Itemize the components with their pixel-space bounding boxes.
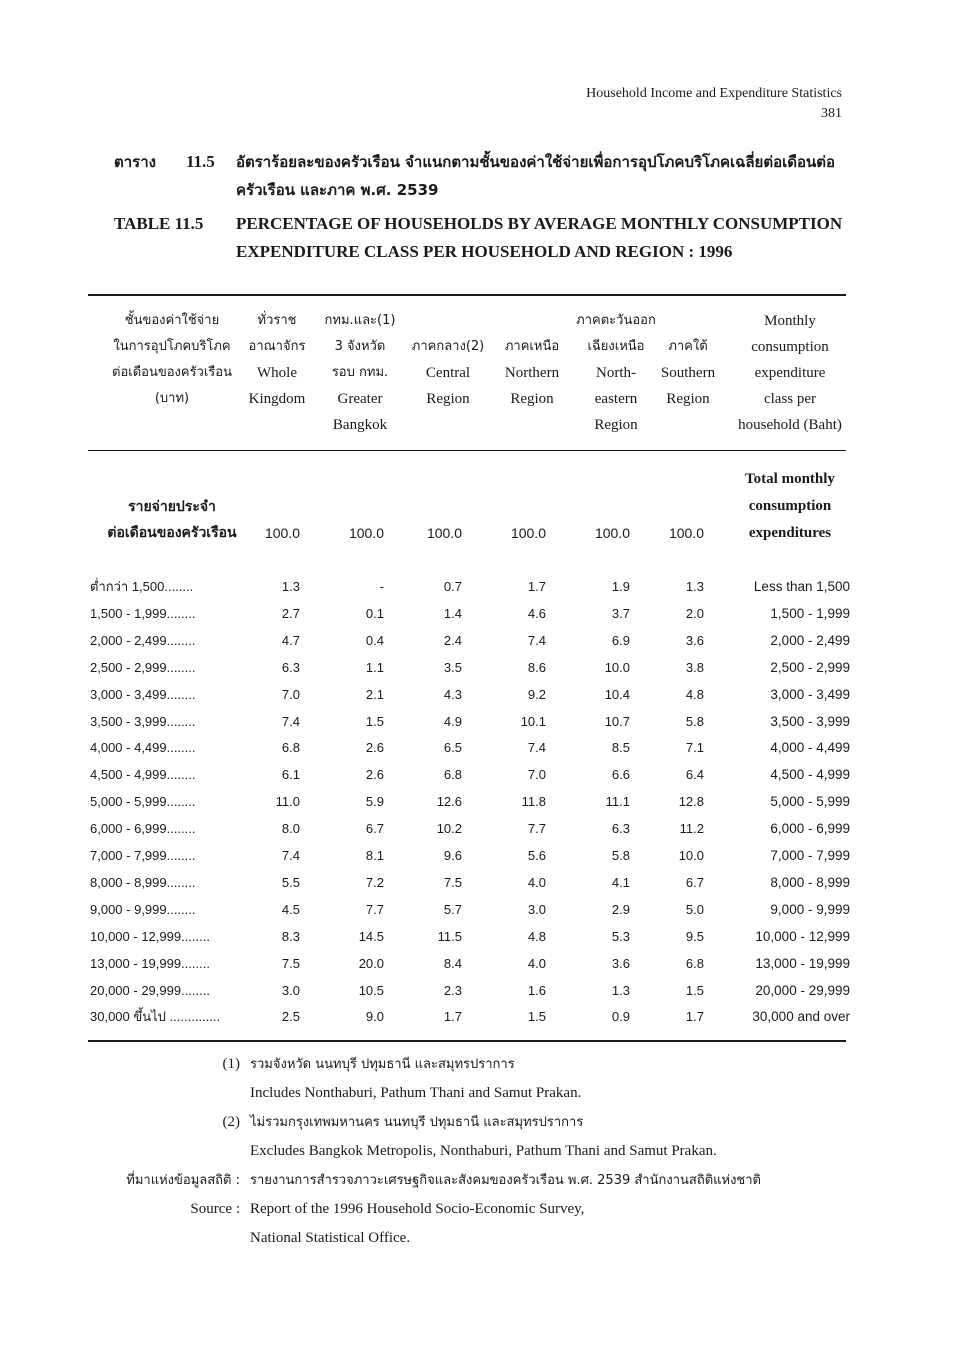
- cell-bangkok: 1.5: [365, 713, 384, 729]
- cell-central: 12.6: [436, 794, 462, 810]
- cell-central: 4.3: [443, 686, 462, 702]
- cell-whole: 3.0: [281, 982, 300, 998]
- header-northern: [494, 334, 570, 412]
- total-label-line: consumption: [748, 498, 832, 514]
- table-bottom-rule: [88, 1040, 846, 1042]
- cell-southern: 5.0: [685, 901, 704, 917]
- row-label-thai: 3,500 - 3,999........: [90, 713, 196, 729]
- header-line: Region: [510, 391, 554, 407]
- total-value-northern: 100.0: [510, 525, 546, 541]
- cell-central: 6.8: [443, 767, 462, 783]
- row-label-thai: 8,000 - 8,999........: [90, 874, 196, 890]
- note-key: (2): [222, 1114, 240, 1130]
- cell-whole: 2.7: [281, 605, 300, 621]
- cell-whole: 11.0: [275, 794, 300, 810]
- header-class-en: [716, 308, 864, 438]
- cell-northeastern: 6.6: [611, 767, 630, 783]
- total-label-en: [716, 466, 864, 547]
- cell-whole: 8.0: [281, 821, 300, 837]
- cell-central: 11.5: [437, 928, 462, 944]
- cell-northern: 9.2: [527, 686, 546, 702]
- cell-southern: 3.6: [685, 632, 704, 648]
- en-table-title: PERCENTAGE OF HOUSEHOLDS BY AVERAGE MONTHLY CONSUMPTION EXPENDITURE CLASS PER HOUSEHOLD AND REGION : 1996: [236, 214, 843, 261]
- cell-central: 10.2: [436, 821, 462, 837]
- cell-central: 8.4: [443, 955, 462, 971]
- cell-central: 3.5: [443, 659, 462, 675]
- row-label-thai: ต่ำกว่า 1,500........: [90, 579, 194, 594]
- cell-northeastern: 11.1: [605, 794, 630, 810]
- cell-whole: 6.1: [281, 767, 300, 783]
- cell-bangkok: 2.6: [365, 740, 384, 756]
- total-value-southern: 100.0: [668, 525, 704, 541]
- cell-northeastern: 6.3: [611, 821, 630, 837]
- total-value-central: 100.0: [426, 525, 462, 541]
- cell-northeastern: 5.8: [611, 848, 630, 863]
- running-head-title: Household Income and Expenditure Statistics: [586, 86, 842, 101]
- cell-bangkok: -: [379, 579, 384, 594]
- cell-bangkok: 2.6: [365, 767, 384, 783]
- row-label-en: 30,000 and over: [752, 1009, 850, 1025]
- cell-bangkok: 20.0: [358, 955, 384, 971]
- cell-southern: 3.8: [685, 659, 704, 675]
- cell-northeastern: 3.6: [611, 955, 630, 971]
- header-line: Monthly: [764, 313, 816, 329]
- row-label-en: 20,000 - 29,999: [755, 982, 850, 998]
- cell-northern: 11.8: [521, 794, 546, 810]
- cell-northern: 1.5: [527, 1009, 546, 1025]
- cell-central: 1.7: [443, 1009, 462, 1025]
- cell-whole: 1.3: [281, 579, 300, 594]
- header-southern: [654, 334, 722, 412]
- cell-southern: 10.0: [678, 848, 704, 863]
- cell-northeastern: 1.3: [611, 982, 630, 998]
- table-number: 11.5: [186, 152, 215, 171]
- note-thai: ไม่รวมกรุงเทพมหานคร นนทบุรี ปทุมธานี และสมุทรปราการ: [250, 1115, 584, 1130]
- cell-northern: 7.0: [527, 767, 546, 783]
- header-line: รอบ กทม.: [331, 365, 389, 380]
- header-line: ทั่วราช: [257, 313, 297, 328]
- header-line: ภาคตะวันออก: [576, 313, 656, 328]
- cell-northeastern: 3.7: [611, 605, 630, 621]
- cell-northeastern: 4.1: [611, 874, 630, 890]
- cell-southern: 7.1: [685, 740, 704, 756]
- row-label-en: 3,000 - 3,499: [770, 686, 850, 702]
- total-value-bangkok: 100.0: [348, 525, 384, 541]
- cell-bangkok: 5.9: [365, 794, 384, 810]
- row-label-thai: 9,000 - 9,999........: [90, 901, 196, 917]
- header-line: Southern: [660, 365, 716, 381]
- cell-southern: 2.0: [685, 605, 704, 621]
- cell-bangkok: 14.5: [358, 928, 384, 944]
- header-line: กทม.และ(1): [324, 313, 396, 328]
- cell-northern: 7.7: [527, 821, 546, 837]
- cell-southern: 5.8: [685, 713, 704, 729]
- cell-whole: 5.5: [281, 874, 300, 890]
- cell-northern: 4.0: [527, 955, 546, 971]
- header-line: North-: [596, 365, 636, 381]
- row-label-thai: 6,000 - 6,999........: [90, 821, 196, 837]
- cell-northern: 1.7: [527, 579, 546, 594]
- cell-southern: 6.7: [685, 874, 704, 890]
- row-label-thai: 7,000 - 7,999........: [90, 848, 196, 863]
- header-line: Central: [425, 365, 471, 381]
- header-line: Region: [594, 417, 638, 433]
- row-label-en: 6,000 - 6,999: [770, 821, 850, 837]
- header-line: ภาคเหนือ: [504, 339, 560, 354]
- header-line: ต่อเดือนของครัวเรือน: [112, 365, 232, 380]
- table-title: [114, 148, 854, 266]
- header-line: household (Baht): [738, 417, 842, 433]
- note-english: Excludes Bangkok Metropolis, Nonthaburi, Pathum Thani and Samut Prakan.: [250, 1143, 717, 1159]
- row-label-en: 4,000 - 4,499: [770, 740, 850, 756]
- cell-bangkok: 8.1: [365, 848, 384, 863]
- cell-northern: 5.6: [527, 848, 546, 863]
- source-english: National Statistical Office.: [250, 1230, 411, 1246]
- header-line: ชั้นของค่าใช้จ่าย: [124, 313, 220, 328]
- cell-central: 9.6: [443, 848, 462, 863]
- header-line: Greater: [337, 391, 383, 407]
- page-number: 381: [821, 106, 842, 121]
- table-top-rule: [88, 294, 846, 296]
- header-line: เฉียงเหนือ: [587, 339, 645, 354]
- header-line: Region: [426, 391, 470, 407]
- cell-bangkok: 7.7: [365, 901, 384, 917]
- row-label-en: 4,500 - 4,999: [770, 767, 850, 783]
- row-label-en: 9,000 - 9,999: [770, 901, 850, 917]
- row-label-en: 10,000 - 12,999: [755, 928, 850, 944]
- cell-northern: 8.6: [527, 659, 546, 675]
- row-label-en: 13,000 - 19,999: [755, 955, 850, 971]
- cell-whole: 8.3: [281, 928, 300, 944]
- en-table-label: TABLE 11.5: [114, 214, 204, 233]
- total-label-line: Total monthly: [745, 471, 835, 487]
- header-central: [404, 334, 492, 412]
- cell-northeastern: 10.7: [604, 713, 630, 729]
- cell-southern: 1.5: [685, 982, 704, 998]
- row-label-thai: 1,500 - 1,999........: [90, 605, 196, 621]
- row-label-en: 8,000 - 8,999: [770, 874, 850, 890]
- cell-central: 2.3: [443, 982, 462, 998]
- row-label-en: 5,000 - 5,999: [770, 794, 850, 810]
- header-line: Bangkok: [332, 417, 388, 433]
- thai-table-title: อัตราร้อยละของครัวเรือน จำแนกตามชั้นของค่าใช้จ่ายเพื่อการอุปโภคบริโภคเฉลี่ยต่อเดือนต่อครัวเรือน และภาค พ.ศ. 2539: [236, 153, 835, 199]
- cell-southern: 11.2: [679, 821, 704, 837]
- header-line: Whole: [257, 365, 297, 381]
- cell-central: 6.5: [443, 740, 462, 756]
- cell-southern: 9.5: [685, 928, 704, 944]
- cell-northern: 4.6: [527, 605, 546, 621]
- cell-northeastern: 0.9: [611, 1009, 630, 1025]
- cell-whole: 7.0: [281, 686, 300, 702]
- source-thai: รายงานการสำรวจภาวะเศรษฐกิจและสังคมของครัวเรือน พ.ศ. 2539 สำนักงานสถิติแห่งชาติ: [250, 1173, 761, 1188]
- cell-central: 7.5: [443, 874, 462, 890]
- cell-central: 2.4: [443, 632, 462, 648]
- cell-southern: 6.8: [685, 955, 704, 971]
- row-label-thai: 4,000 - 4,499........: [90, 740, 196, 756]
- source-thai-key: ที่มาแห่งข้อมูลสถิติ :: [126, 1173, 240, 1188]
- note-key: (1): [222, 1056, 240, 1072]
- row-label-thai: 2,500 - 2,999........: [90, 659, 196, 675]
- row-label-en: Less than 1,500: [753, 579, 850, 594]
- cell-whole: 6.3: [281, 659, 300, 675]
- cell-bangkok: 7.2: [365, 874, 384, 890]
- cell-northern: 7.4: [527, 632, 546, 648]
- note-thai: รวมจังหวัด นนทบุรี ปทุมธานี และสมุทรปราการ: [250, 1057, 515, 1072]
- cell-northeastern: 10.4: [604, 686, 630, 702]
- cell-northern: 1.6: [527, 982, 546, 998]
- header-line: Kingdom: [248, 391, 306, 407]
- header-line: Region: [666, 391, 710, 407]
- cell-northern: 3.0: [527, 901, 546, 917]
- total-label-line: ต่อเดือนของครัวเรือน: [107, 525, 237, 541]
- cell-northern: 4.8: [527, 928, 546, 944]
- header-line: อาณาจักร: [248, 339, 306, 354]
- row-label-thai: 13,000 - 19,999........: [90, 955, 210, 971]
- cell-central: 1.4: [443, 605, 462, 621]
- row-label-en: 2,500 - 2,999: [770, 659, 850, 675]
- cell-bangkok: 0.1: [365, 605, 384, 621]
- row-label-thai: 10,000 - 12,999........: [90, 928, 210, 944]
- cell-northern: 10.1: [520, 713, 546, 729]
- cell-northern: 7.4: [527, 740, 546, 756]
- cell-whole: 4.5: [281, 901, 300, 917]
- total-value-northeastern: 100.0: [594, 525, 630, 541]
- cell-central: 0.7: [443, 579, 462, 594]
- source-english: Report of the 1996 Household Socio-Economic Survey,: [250, 1201, 585, 1217]
- cell-whole: 7.4: [281, 848, 300, 863]
- cell-bangkok: 9.0: [365, 1009, 384, 1025]
- total-label-line: expenditures: [748, 525, 832, 541]
- cell-bangkok: 10.5: [358, 982, 384, 998]
- cell-southern: 1.3: [685, 579, 704, 594]
- row-label-thai: 2,000 - 2,499........: [90, 632, 196, 648]
- cell-bangkok: 0.4: [365, 632, 384, 648]
- cell-northeastern: 1.9: [611, 579, 630, 594]
- row-label-thai: 3,000 - 3,499........: [90, 686, 196, 702]
- header-line: 3 จังหวัด: [334, 339, 386, 354]
- cell-whole: 7.4: [281, 713, 300, 729]
- row-label-thai: 20,000 - 29,999........: [90, 982, 210, 998]
- cell-whole: 7.5: [281, 955, 300, 971]
- cell-southern: 6.4: [685, 767, 704, 783]
- cell-northeastern: 6.9: [611, 632, 630, 648]
- header-line: ภาคใต้: [668, 339, 708, 354]
- notes-section: [90, 1050, 860, 1253]
- header-line: (บาท): [154, 391, 190, 406]
- row-label-en: 1,500 - 1,999: [770, 605, 850, 621]
- header-line: ในการอุปโภคบริโภค: [113, 339, 231, 354]
- cell-whole: 4.7: [281, 632, 300, 648]
- cell-northeastern: 5.3: [611, 928, 630, 944]
- header-whole: [238, 308, 316, 412]
- row-label-thai: 30,000 ขึ้นไป ..............: [90, 1009, 221, 1025]
- total-label-line: รายจ่ายประจำ: [128, 499, 216, 515]
- cell-whole: 6.8: [281, 740, 300, 756]
- cell-northern: 4.0: [527, 874, 546, 890]
- cell-bangkok: 1.1: [365, 659, 384, 675]
- header-northeastern: [570, 308, 662, 438]
- cell-southern: 12.8: [678, 794, 704, 810]
- cell-central: 4.9: [443, 713, 462, 729]
- row-label-en: 2,000 - 2,499: [770, 632, 850, 648]
- total-value-whole: 100.0: [264, 525, 300, 541]
- cell-bangkok: 6.7: [365, 821, 384, 837]
- header-line: consumption: [751, 339, 829, 355]
- total-label-thai: [84, 494, 260, 546]
- row-label-thai: 4,500 - 4,999........: [90, 767, 196, 783]
- cell-northeastern: 8.5: [611, 740, 630, 756]
- cell-whole: 2.5: [281, 1009, 300, 1025]
- note-english: Includes Nonthaburi, Pathum Thani and Samut Prakan.: [250, 1085, 582, 1101]
- header-line: Northern: [504, 365, 560, 381]
- cell-northeastern: 10.0: [604, 659, 630, 675]
- cell-northeastern: 2.9: [611, 901, 630, 917]
- cell-southern: 4.8: [685, 686, 704, 702]
- running-head: [586, 84, 842, 124]
- cell-central: 5.7: [443, 901, 462, 917]
- header-line: class per: [763, 391, 817, 407]
- header-class-thai: [84, 308, 260, 412]
- thai-table-label: ตาราง: [114, 153, 156, 171]
- source-en-key: Source :: [190, 1201, 240, 1217]
- cell-southern: 1.7: [685, 1009, 704, 1025]
- cell-bangkok: 2.1: [365, 686, 384, 702]
- header-line: eastern: [594, 391, 638, 407]
- header-line: expenditure: [754, 365, 826, 381]
- header-rule: [88, 450, 846, 451]
- header-bangkok: [314, 308, 406, 438]
- row-label-en: 3,500 - 3,999: [770, 713, 850, 729]
- header-line: ภาคกลาง(2): [411, 339, 485, 354]
- row-label-en: 7,000 - 7,999: [770, 848, 850, 863]
- row-label-thai: 5,000 - 5,999........: [90, 794, 196, 810]
